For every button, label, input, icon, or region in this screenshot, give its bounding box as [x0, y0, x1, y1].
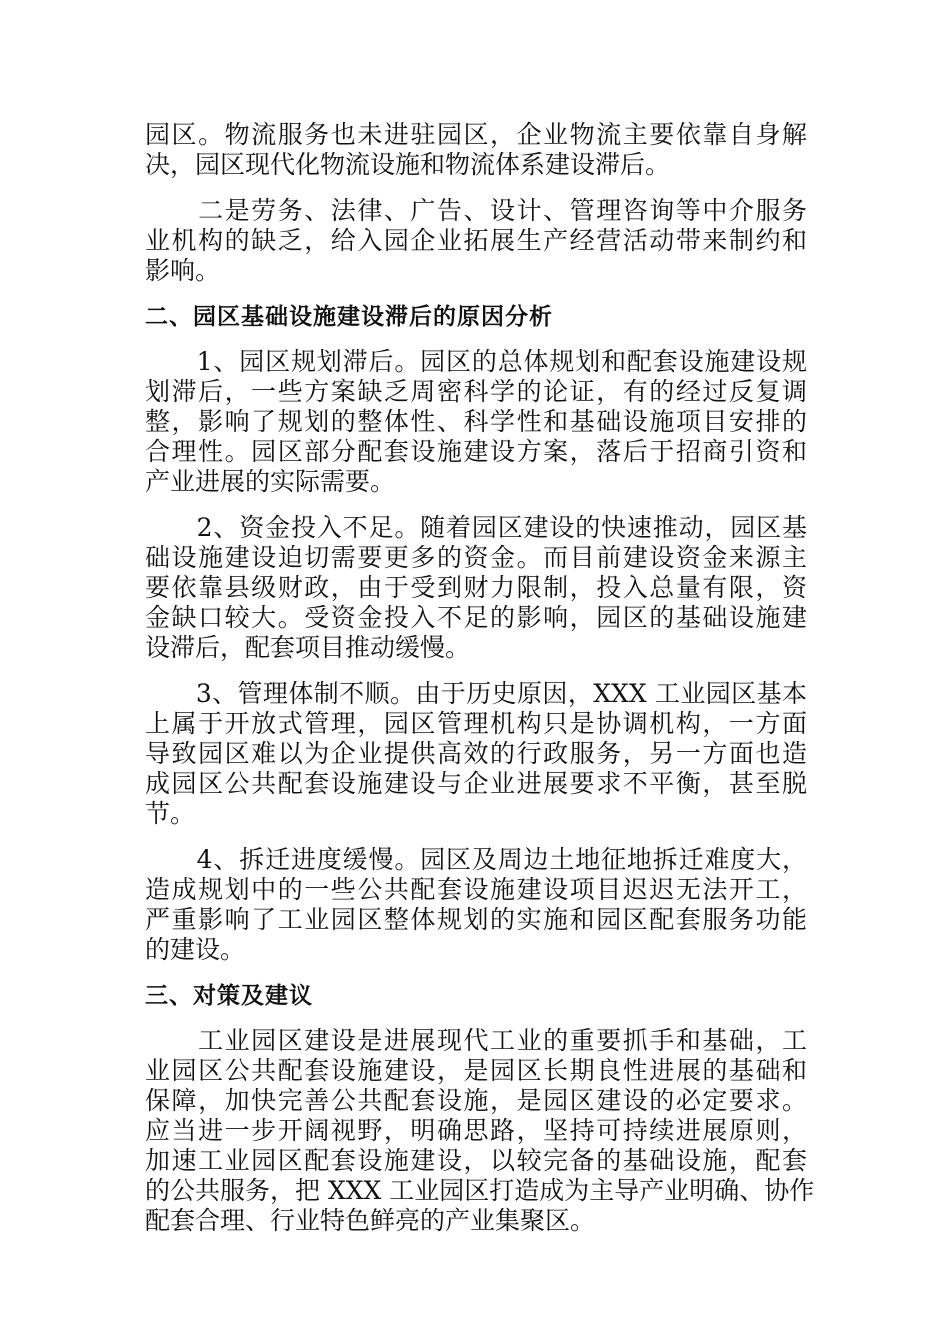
text-line: 业机构的缺乏，给入园企业拓展生产经营活动带来制约和 [145, 226, 807, 255]
paragraph-logistics [145, 120, 807, 180]
text-line: 严重影响了工业园区整体规划的实施和园区配套服务功能 [145, 905, 807, 934]
text-line: 设滞后，配套项目推动缓慢。 [145, 633, 471, 662]
paragraph-recommendations [145, 1026, 815, 1236]
text-line: 上属于开放式管理，园区管理机构只是协调机构，一方面 [145, 709, 807, 738]
text-line: 的公共服务，把 XXX 工业园区打造成为主导产业明确、协作 [145, 1176, 815, 1205]
text-line: 导致园区难以为企业提供高效的行政服务，另一方面也造 [145, 739, 807, 768]
text-line: 造成规划中的一些公共配套设施建设项目迟迟无法开工， [145, 875, 807, 904]
text-line: 配套合理、行业特色鲜亮的产业集聚区。 [145, 1206, 596, 1235]
document-page [145, 120, 815, 1252]
text-line: 保障，加快完善公共配套设施，是园区建设的必定要求。 [145, 1086, 807, 1115]
paragraph-funding [145, 513, 807, 663]
text-line: 要依靠县级财政，由于受到财力限制，投入总量有限，资 [145, 573, 807, 602]
text-line: 影响。 [145, 256, 221, 285]
text-line: 的建设。 [145, 935, 246, 964]
text-line: 金缺口较大。受资金投入不足的影响，园区的基础设施建 [145, 603, 807, 632]
paragraph-intermediary [145, 196, 807, 286]
paragraph-management [145, 679, 807, 829]
text-line: 成园区公共配套设施建设与企业进展要求不平衡，甚至脱 [145, 769, 807, 798]
text-line: 整，影响了规划的整体性、科学性和基础设施项目安排的 [145, 407, 807, 436]
text-line: 工业园区建设是进展现代工业的重要抓手和基础，工 [145, 1026, 807, 1055]
text-line: 础设施建设迫切需要更多的资金。而目前建设资金来源主 [145, 543, 807, 572]
text-line: 产业进展的实际需要。 [145, 467, 396, 496]
text-line: 节。 [145, 799, 196, 828]
paragraph-planning [145, 347, 807, 497]
text-line: 应当进一步开阔视野，明确思路，坚持可持续进展原则， [145, 1116, 807, 1145]
text-line: 3、管理体制不顺。由于历史原因，XXX 工业园区基本 [145, 679, 807, 708]
text-line: 2、资金投入不足。随着园区建设的快速推动，园区基 [145, 513, 807, 542]
text-line: 二是劳务、法律、广告、设计、管理咨询等中介服务 [145, 196, 807, 225]
text-line: 1、园区规划滞后。园区的总体规划和配套设施建设规 [145, 347, 807, 376]
paragraph-demolition [145, 845, 807, 965]
section-heading-3: 三、对策及建议 [145, 983, 313, 1009]
text-line: 决，园区现代化物流设施和物流体系建设滞后。 [145, 150, 671, 179]
text-line: 加速工业园区配套设施建设，以较完备的基础设施，配套 [145, 1146, 807, 1175]
text-line: 合理性。园区部分配套设施建设方案，落后于招商引资和 [145, 437, 807, 466]
text-line: 业园区公共配套设施建设，是园区长期良性进展的基础和 [145, 1056, 807, 1085]
section-heading-2: 二、园区基础设施建设滞后的原因分析 [145, 304, 553, 330]
text-line: 划滞后，一些方案缺乏周密科学的论证，有的经过反复调 [145, 377, 807, 406]
text-line: 4、拆迁进度缓慢。园区及周边土地征地拆迁难度大， [145, 845, 807, 874]
text-line: 园区。物流服务也未进驻园区，企业物流主要依靠自身解 [145, 120, 807, 149]
